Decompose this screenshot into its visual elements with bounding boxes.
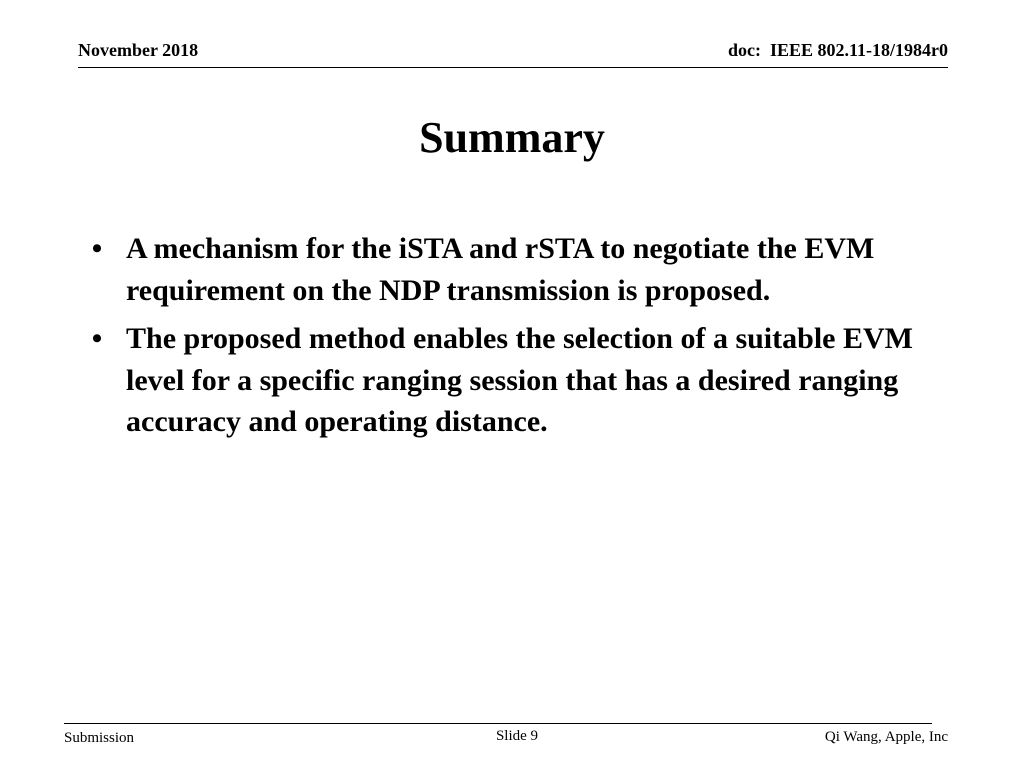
footer-author: Qi Wang, Apple, Inc [824,729,948,745]
bullet-item [82,318,962,443]
header-doc-id: doc: IEEE 802.11-18/1984r0 [727,40,948,60]
bullet-dot-icon: • [91,232,103,265]
footer-divider [64,723,932,724]
bullet-text: A mechanism for the iSTA and rSTA to negotiate the EVM requirement on the NDP transmission is proposed. [126,232,875,307]
header-date: November 2018 [78,40,199,60]
slide-title: Summary [419,113,605,162]
header-divider [78,67,948,68]
footer-slide-number: Slide 9 [495,728,539,744]
bullet-text: The proposed method enables the selection of a suitable EVM level for a specific ranging session that has a desired ranging accuracy and operating distance. [126,322,913,438]
bullet-item [82,228,962,311]
footer-submission: Submission [64,730,135,746]
bullet-dot-icon: • [91,322,103,355]
bullet-list [82,228,962,450]
